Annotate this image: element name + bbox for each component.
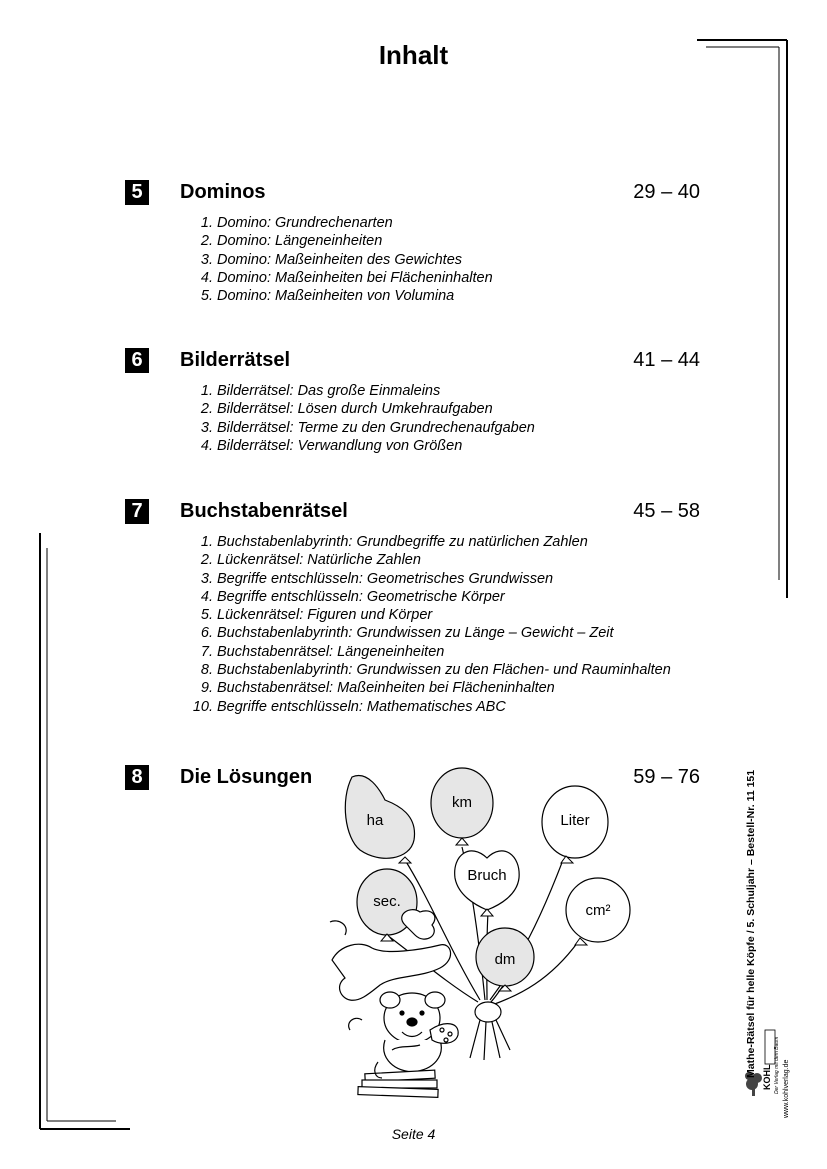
balloon-dm [476, 928, 534, 991]
publisher-logo-text: KOHL [762, 1064, 772, 1090]
balloon-ha [345, 776, 414, 863]
page-number: Seite 4 [391, 1126, 436, 1142]
section-title: Bilderrätsel [180, 349, 291, 371]
balloon-km [431, 768, 493, 845]
list-item: 3. Begriffe entschlüsseln: Geometrisches Grundwissen [200, 570, 554, 587]
list-item: 10. Begriffe entschlüsseln: Mathematisches ABC [192, 698, 506, 715]
balloon-bruch [455, 851, 519, 916]
list-item: 8. Buchstabenlabyrinth: Grundwissen zu den Flächen- und Rauminhalten [200, 662, 671, 679]
list-item: 1. Bilderrätsel: Das große Einmaleins [200, 383, 441, 399]
list-item: 4. Begriffe entschlüsseln: Geometrische Körper [200, 588, 505, 605]
list-item: 2. Domino: Längeneinheiten [200, 233, 383, 250]
section-title: Die Lösungen [180, 766, 313, 788]
balloon-label: Bruch [467, 867, 507, 884]
section-number: 5 [125, 180, 149, 205]
sidebar-imprint [745, 769, 761, 1100]
cartoon-character [330, 910, 458, 1098]
list-item: 4. Domino: Maßeinheiten bei Flächeninhalten [200, 269, 493, 286]
section-pages: 45 – 58 [633, 500, 700, 522]
publisher-slogan: Der Verlag mit dem Baum [774, 1036, 780, 1094]
section-number: 7 [125, 499, 149, 524]
list-item: 1. Domino: Grundrechenarten [200, 215, 393, 231]
list-item: 2. Bilderrätsel: Lösen durch Umkehraufgaben [200, 401, 493, 418]
section-pages: 59 – 76 [633, 766, 700, 788]
list-item: 9. Buchstabenrätsel: Maßeinheiten bei Flächeninhalten [200, 680, 555, 697]
list-item: 5. Lückenrätsel: Figuren und Körper [200, 607, 433, 624]
list-item: 6. Buchstabenlabyrinth: Grundwissen zu Länge – Gewicht – Zeit [200, 625, 614, 642]
balloon-label: km [452, 794, 472, 811]
section-title: Buchstabenrätsel [180, 500, 348, 522]
page-title: Inhalt [378, 40, 449, 70]
balloon-label: cm² [585, 902, 611, 919]
balloon-cm2 [566, 878, 630, 945]
balloon-label: dm [494, 951, 516, 968]
section-pages: 41 – 44 [633, 349, 700, 371]
list-item: 1. Buchstabenlabyrinth: Grundbegriffe zu natürlichen Zahlen [200, 534, 588, 550]
sidebar-order-text: Mathe-Rätsel für helle Köpfe / 5. Schuljahr – Bestell-Nr. 11 151 [745, 769, 757, 1078]
balloon-liter [542, 786, 608, 863]
list-item: 7. Buchstabenrätsel: Längeneinheiten [200, 643, 445, 660]
balloon-sec [357, 869, 417, 941]
list-item: 2. Lückenrätsel: Natürliche Zahlen [200, 552, 421, 569]
balloon-label: ha [366, 812, 384, 829]
list-item: 3. Bilderrätsel: Terme zu den Grundrechenaufgaben [200, 419, 535, 436]
section-pages: 29 – 40 [633, 181, 700, 203]
list-item: 5. Domino: Maßeinheiten von Volumina [200, 288, 455, 305]
balloon-label: Liter [560, 812, 590, 829]
list-item: 3. Domino: Maßeinheiten des Gewichtes [200, 251, 463, 268]
section-title: Dominos [180, 181, 266, 203]
section-number: 8 [125, 765, 149, 790]
section-number: 6 [125, 348, 149, 373]
list-item: 4. Bilderrätsel: Verwandlung von Größen [200, 437, 463, 454]
balloon-label: sec. [373, 893, 401, 910]
sidebar-url[interactable]: www.kohlverlag.de [783, 1059, 790, 1118]
